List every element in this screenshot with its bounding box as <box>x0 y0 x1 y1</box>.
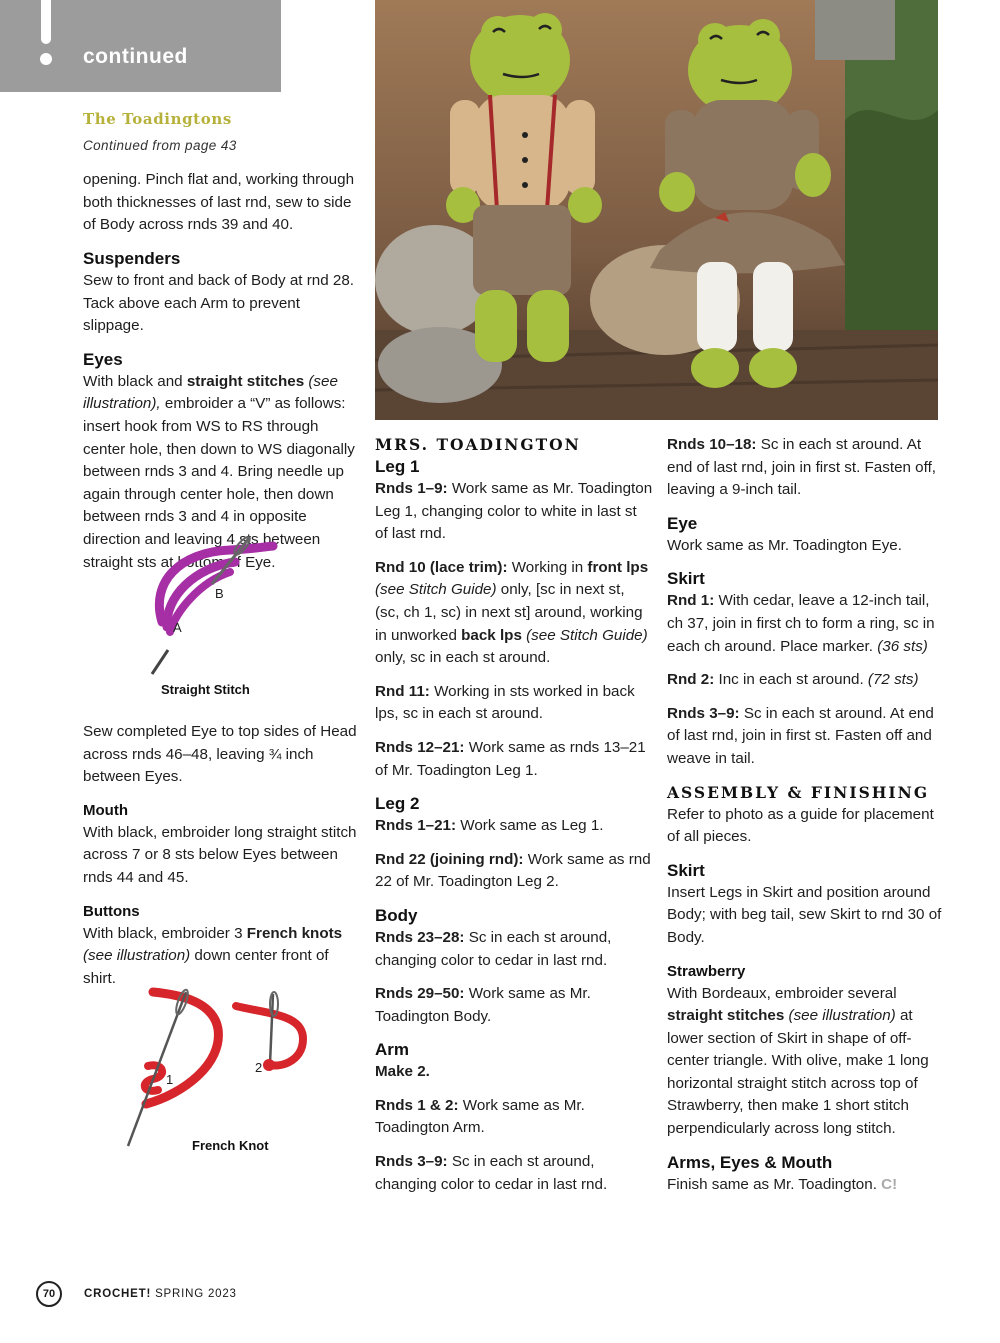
leg2-heading: Leg 2 <box>375 794 420 814</box>
page-number: 70 <box>36 1281 62 1307</box>
arms-eyes-mouth-text: Finish same as Mr. Toadington. C! <box>667 1175 898 1193</box>
leg2-rnd-22: Rnd 22 (joining rnd): Work same as rnd 22 of Mr. Toadington Leg 2. <box>375 850 651 891</box>
eyes-attach-text: Sew completed Eye to top sides of Head across rnds 46–48, leaving ¾ inch between Eyes. <box>83 723 357 786</box>
exclamation-icon <box>41 0 51 44</box>
mouth-text: With black, embroider long straight stitch across 7 or 8 sts below Eyes between rnds 44 and 45. <box>83 823 357 886</box>
french-knot-caption: French Knot <box>192 1138 269 1153</box>
leg1-rnds-12-21: Rnds 12–21: Work same as rnds 13–21 of Mr. Toadington Leg 1. <box>375 738 646 779</box>
arm-make: Make 2. <box>375 1063 430 1081</box>
arm-rnds-10-18: Rnds 10–18: Sc in each st around. At end of last rnd, join in first st. Fasten off, leaving a 9-inch tail. <box>667 436 937 499</box>
french-knot-illustration <box>118 984 318 1149</box>
leg1-rnds-1-9: Rnds 1–9: Work same as Mr. Toadington Leg 1, changing color to white in last st of last rnd. <box>375 480 653 543</box>
label-a: A <box>173 620 182 635</box>
eye-heading: Eye <box>667 513 698 533</box>
skirt-rnd-1: Rnd 1: With cedar, leave a 12-inch tail, ch 37, join in first ch to form a ring, sc in each ch around. Place marker. (36 sts) <box>667 592 935 655</box>
leg1-heading: Leg 1 <box>375 457 420 476</box>
skirt-heading: Skirt <box>667 569 705 589</box>
suspenders-text: Sew to front and back of Body at rnd 28. Tack above each Arm to prevent slippage. <box>83 271 355 335</box>
skirt-rnds-3-9: Rnds 3–9: Sc in each st around. At end of last rnd, join in first st. Fasten off and weave in tail. <box>667 704 934 767</box>
crochet-frogs-image <box>375 0 938 420</box>
section-title: The Toadingtons <box>83 110 232 128</box>
strawberry-heading: Strawberry <box>667 962 746 980</box>
leg1-rnd-11: Rnd 11: Working in sts worked in back lps, sc in each st around. <box>375 682 635 723</box>
continued-label: continued <box>83 45 188 68</box>
buttons-heading: Buttons <box>83 902 140 920</box>
arm-rnds-1-2: Rnds 1 & 2: Work same as Mr. Toadington Arm. <box>375 1096 585 1137</box>
assembly-title: ASSEMBLY & FINISHING <box>667 782 930 802</box>
straight-stitch-caption: Straight Stitch <box>161 682 250 697</box>
arm-heading: Arm <box>375 1040 410 1060</box>
mrs-toadington-title: MRS. TOADINGTON <box>375 435 581 454</box>
skirt2-heading: Skirt <box>667 860 705 880</box>
intro-paragraph: opening. Pinch flat and, working through both thicknesses of last rnd, sew to side of Body across rnds 39 and 40. <box>83 171 355 234</box>
strawberry-text: With Bordeaux, embroider several straight stitches (see illustration) at lower section of Skirt in shape of off-center triangle. With olive, make 1 long horizontal straight stitch across top of Strawberry, then make 1 short stitch perpendicularly across long stitch. <box>667 984 929 1138</box>
arm-rnds-3-9: Rnds 3–9: Sc in each st around, changing color to cedar in last rnd. <box>375 1153 608 1193</box>
label-1: 1 <box>166 1072 174 1087</box>
label-b: B <box>215 586 224 601</box>
leg1-rnd-10: Rnd 10 (lace trim): Working in front lps (see Stitch Guide) only, [sc in next st, (sc, ch 1, sc) in next st] around, working in unworked back lps (see Stitch Guide) only, sc in each st around. <box>375 558 649 667</box>
leg2-rnds-1-21: Rnds 1–21: Work same as Leg 1. <box>375 817 604 835</box>
crochet-logo-mark: C! <box>881 1175 898 1193</box>
body-rnds-29-50: Rnds 29–50: Work same as Mr. Toadington Body. <box>375 985 591 1025</box>
column-middle <box>375 434 653 1207</box>
body-rnds-23-28: Rnds 23–28: Sc in each st around, changing color to cedar in last rnd. <box>375 928 612 969</box>
skirt2-text: Insert Legs in Skirt and position around Body; with beg tail, sew Skirt to rnd 30 of Body. <box>667 883 942 946</box>
buttons-text: With black, embroider 3 French knots (see illustration) down center front of shirt. <box>83 924 343 987</box>
frogs-photo <box>375 0 938 420</box>
arms-eyes-mouth-heading: Arms, Eyes & Mouth <box>667 1152 833 1172</box>
section-subtitle: Continued from page 43 <box>83 137 237 153</box>
column-left <box>83 108 363 585</box>
eye-text: Work same as Mr. Toadington Eye. <box>667 536 902 554</box>
eyes-text: With black and straight stitches (see illustration), embroider a “V” as follows: insert hook from WS to RS through center hole, then down to WS diagonally between rnds 3 and 4. Bring needle up again through center hole, then down between rnds 3 and 4 in opposite direction and leaving 4 sts between straight sts at bottom of Eye. <box>83 372 355 571</box>
label-2: 2 <box>255 1060 263 1075</box>
mouth-heading: Mouth <box>83 801 128 819</box>
body-heading: Body <box>375 905 418 925</box>
column-right <box>667 434 945 1207</box>
section-tab <box>0 0 281 92</box>
suspenders-heading: Suspenders <box>83 248 181 268</box>
exclamation-dot <box>40 53 52 65</box>
magazine-issue: CROCHET! SPRING 2023 <box>84 1288 237 1300</box>
column-left-lower <box>83 721 363 1001</box>
straight-stitch-illustration <box>140 532 290 680</box>
assembly-text: Refer to photo as a guide for placement of all pieces. <box>667 805 934 846</box>
eyes-heading: Eyes <box>83 349 123 369</box>
skirt-rnd-2: Rnd 2: Inc in each st around. (72 sts) <box>667 671 919 689</box>
page-footer <box>36 1280 237 1308</box>
